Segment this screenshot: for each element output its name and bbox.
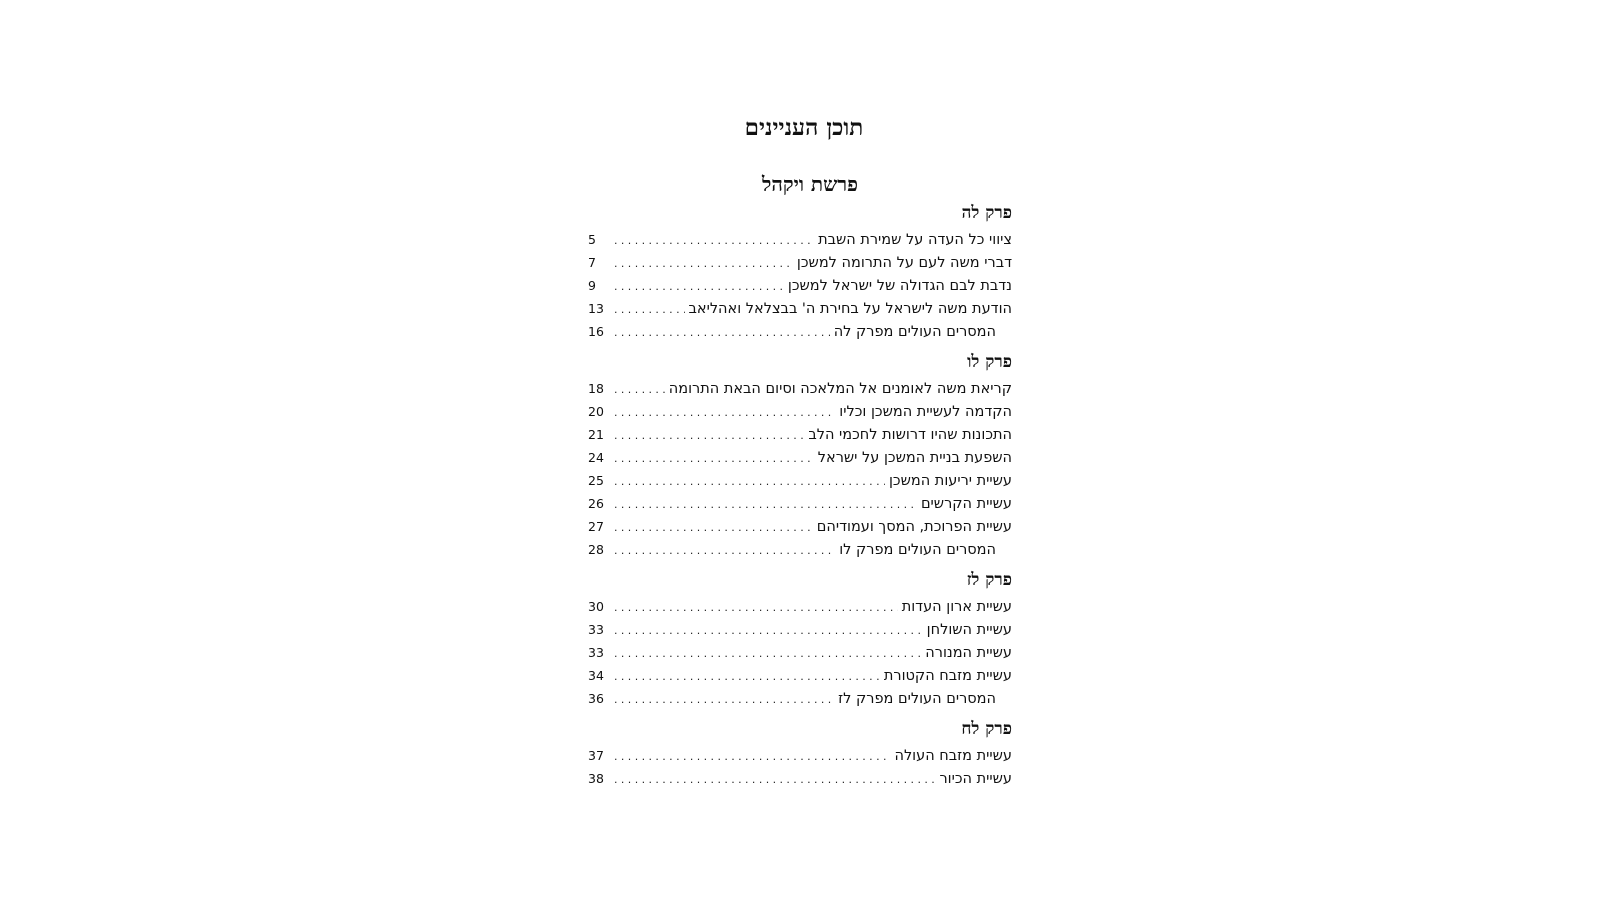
table-of-contents (588, 112, 1012, 790)
dot-leader (614, 539, 835, 562)
entry-title: עשיית ארון העדות (901, 599, 1012, 615)
toc-entry[interactable] (588, 228, 1012, 251)
page-number: 36 (588, 691, 604, 706)
toc-summary-entry[interactable] (588, 538, 1012, 561)
page-number: 7 (588, 255, 596, 270)
parasha-title: פרשת ויקהל (762, 172, 858, 196)
toc-entry[interactable] (588, 251, 1012, 274)
toc-entry[interactable] (588, 377, 1012, 400)
dot-leader (614, 596, 898, 619)
toc-entry[interactable] (588, 595, 1012, 618)
toc-entry[interactable] (588, 423, 1012, 446)
toc-summary-entry[interactable] (588, 320, 1012, 343)
dot-leader (614, 619, 923, 642)
page-number: 9 (588, 278, 596, 293)
document-title: תוכן העניינים (744, 114, 864, 141)
chapter-section (588, 198, 1012, 343)
dot-leader (614, 768, 936, 791)
page-number: 21 (588, 427, 604, 442)
chapter-title: פרק לו (967, 352, 1012, 372)
page-number: 24 (588, 450, 604, 465)
chapter-list (588, 198, 1012, 790)
dot-leader (614, 516, 813, 539)
dot-leader (614, 298, 685, 321)
chapter-section (588, 347, 1012, 561)
entry-title: עשיית הפרוכת, המסך ועמודיהם (816, 519, 1012, 535)
page-number: 26 (588, 496, 604, 511)
entry-title: נדבת לבם הגדולה של ישראל למשכן (787, 278, 1012, 294)
entry-title: עשיית הקרשים (920, 496, 1012, 512)
dot-leader (614, 252, 793, 275)
entry-title: ציווי כל העדה על שמירת השבת (818, 232, 1012, 248)
dot-leader (614, 424, 804, 447)
toc-entry[interactable] (588, 618, 1012, 641)
entry-title: הודעת משה לישראל על בחירת ה' בבצלאל ואהליאב (688, 301, 1012, 317)
page-number: 34 (588, 668, 604, 683)
entry-title: הקדמה לעשיית המשכן וכליו (839, 404, 1012, 420)
toc-entry[interactable] (588, 469, 1012, 492)
entry-title: עשיית השולחן (926, 622, 1012, 638)
entry-title: המסרים העולים מפרק לה (833, 324, 996, 340)
toc-entry[interactable] (588, 274, 1012, 297)
toc-entry[interactable] (588, 492, 1012, 515)
page-number: 33 (588, 622, 604, 637)
dot-leader (614, 493, 917, 516)
chapter-section (588, 565, 1012, 710)
dot-leader (614, 401, 835, 424)
dot-leader (614, 229, 814, 252)
dot-leader (614, 642, 921, 665)
entry-title: דברי משה לעם על התרומה למשכן (796, 255, 1012, 271)
toc-entry[interactable] (588, 515, 1012, 538)
entry-title: עשיית הכיור (939, 771, 1012, 787)
entry-title: התכונות שהיו דרושות לחכמי הלב (808, 427, 1012, 443)
page-number: 30 (588, 599, 604, 614)
chapter-title: פרק לח (961, 719, 1012, 739)
entry-title: עשיית המנורה (925, 645, 1012, 661)
chapter-title: פרק לז (966, 570, 1012, 590)
page-number: 5 (588, 232, 596, 247)
page-number: 37 (588, 748, 604, 763)
entry-title: המסרים העולים מפרק לו (839, 542, 996, 558)
toc-entry[interactable] (588, 297, 1012, 320)
entry-title: עשיית מזבח הקטורת (883, 668, 1012, 684)
page-number: 38 (588, 771, 604, 786)
page-number: 28 (588, 542, 604, 557)
dot-leader (614, 321, 830, 344)
entry-title: עשיית יריעות המשכן (888, 473, 1012, 489)
dot-leader (614, 745, 890, 768)
dot-leader (614, 447, 814, 470)
toc-entry[interactable] (588, 664, 1012, 687)
page-number: 16 (588, 324, 604, 339)
page-number: 27 (588, 519, 604, 534)
dot-leader (614, 688, 834, 711)
toc-entry[interactable] (588, 400, 1012, 423)
toc-summary-entry[interactable] (588, 687, 1012, 710)
chapter-title: פרק לה (961, 203, 1012, 223)
dot-leader (614, 275, 784, 298)
page-number: 33 (588, 645, 604, 660)
entry-title: קריאת משה לאומנים אל המלאכה וסיום הבאת התרומה (668, 381, 1012, 397)
dot-leader (614, 378, 665, 401)
dot-leader (614, 665, 880, 688)
toc-entry[interactable] (588, 744, 1012, 767)
page-number: 25 (588, 473, 604, 488)
toc-entry[interactable] (588, 767, 1012, 790)
page-number: 13 (588, 301, 604, 316)
toc-entry[interactable] (588, 641, 1012, 664)
toc-entry[interactable] (588, 446, 1012, 469)
chapter-section (588, 714, 1012, 790)
entry-title: עשיית מזבח העולה (894, 748, 1012, 764)
page-number: 18 (588, 381, 604, 396)
entry-title: המסרים העולים מפרק לז (838, 691, 996, 707)
page-number: 20 (588, 404, 604, 419)
entry-title: השפעת בניית המשכן על ישראל (817, 450, 1012, 466)
dot-leader (614, 470, 885, 493)
